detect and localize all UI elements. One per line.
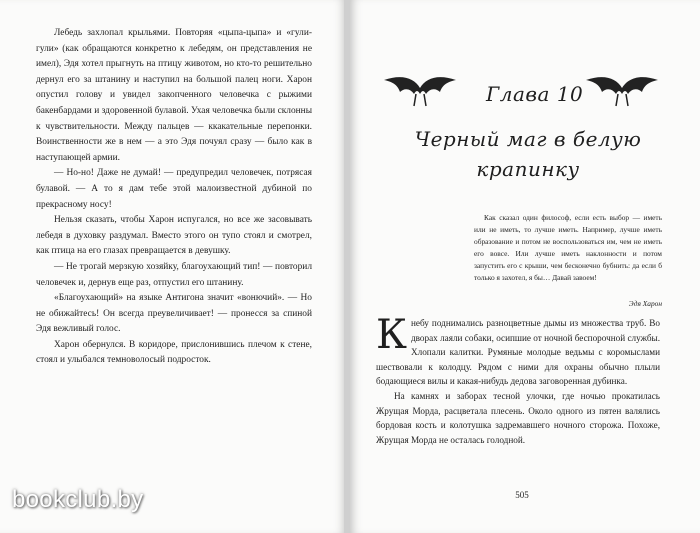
epigraph-text: Как сказал один философ, если есть выбор — иметь или не иметь, то лучше иметь. Например, лучше иметь образование и потом не воспользоваться им, чем не иметь его вовсе. Или лучше иметь наклонности и потом запустить его с крыши, чем бесконечно бубнить: да если б только я захотел, я бы… Давай завоем! <box>474 213 662 282</box>
epigraph <box>474 212 662 284</box>
bat-left-icon <box>380 70 460 110</box>
page-number: 505 <box>515 490 529 500</box>
paragraph: — Не трогай мерзкую хозяйку, благоухающий тип! — повторил человечек и, дернув еще раз, отпустил его штанину. <box>36 261 312 288</box>
paragraph: «Благоухающий» на языке Антигона значит «вонючий». — Но не обижайтесь! Он всегда преувеличивает! — пронесся за спиной Эдя вежливый голос. <box>36 293 312 335</box>
paragraph: Лебедь захлопал крыльями. Повторяя «цыпа-цыпа» и «гули-гули» (как обращаются конкретно к лебедям, он представления не имел), Эдя хотел прыгнуть на птицу животом, но кто-то решительно дернул его за штанину и наступил на большой палец ноги. Харон опустил голову и увидел закопченного человечка с рыжими бакенбардами и здоровенной булавой. Ухая человечка были склонны к чувствительности. Между пальцев — ккакательные перепонки. Воинственности же в нем — а это Эдя почуял сразу — было как в наступающей армии. <box>36 28 312 163</box>
watermark: bookclub.by <box>12 486 144 513</box>
chapter-title-line: крапинку <box>476 157 580 181</box>
left-page-text <box>36 26 312 369</box>
bat-right-icon <box>582 70 662 110</box>
paragraph-text: небу поднимались разноцветные дымы из множества труб. Во дворах лаяли собаки, осипшие от ночной беспорочной службы. Хлопали калитки. Румяные молодые ведьмы с коромыслами шествовали к колодцу. Рядом с ними для охраны обычно плыли бодающиеся вилы и какая-нибудь дедова заговоренная дубинка. <box>376 318 660 387</box>
chapter-title-line: Черный маг в белую <box>414 127 642 151</box>
paragraph: На камнях и заборах тесной улочки, где ночью прокатилась Жрущая Морда, расцветала плесень. Около одного из пятен валялись бордовая кость и колотушка задремавшего ночного сторожа. Похоже, Жрущая Морда не осталась голодной. <box>376 390 660 445</box>
right-page-text <box>376 312 660 447</box>
epigraph-author: Эдя Харон <box>628 299 662 308</box>
paragraph <box>376 312 660 389</box>
chapter-number: Глава 10 <box>486 82 584 106</box>
chapter-title <box>388 124 668 184</box>
paragraph: Харон обернулся. В коридоре, прислонившись плечом к стене, стоял и улыбался темноволосый подросток. <box>36 339 312 366</box>
paragraph: — Но-но! Даже не думай! — предупредил человечек, потрясая булавой. — А то я дам тебе этой малоизвестной дубиной по прекрасному носу! <box>36 168 312 210</box>
paragraph: Нельзя сказать, чтобы Харон испугался, но все же засовывать лебедя в духовку раздумал. Вместо этого он тупо стоял и смотрел, как птица на его глазах превращается в девушку. <box>36 215 312 257</box>
drop-cap: К <box>376 312 407 358</box>
